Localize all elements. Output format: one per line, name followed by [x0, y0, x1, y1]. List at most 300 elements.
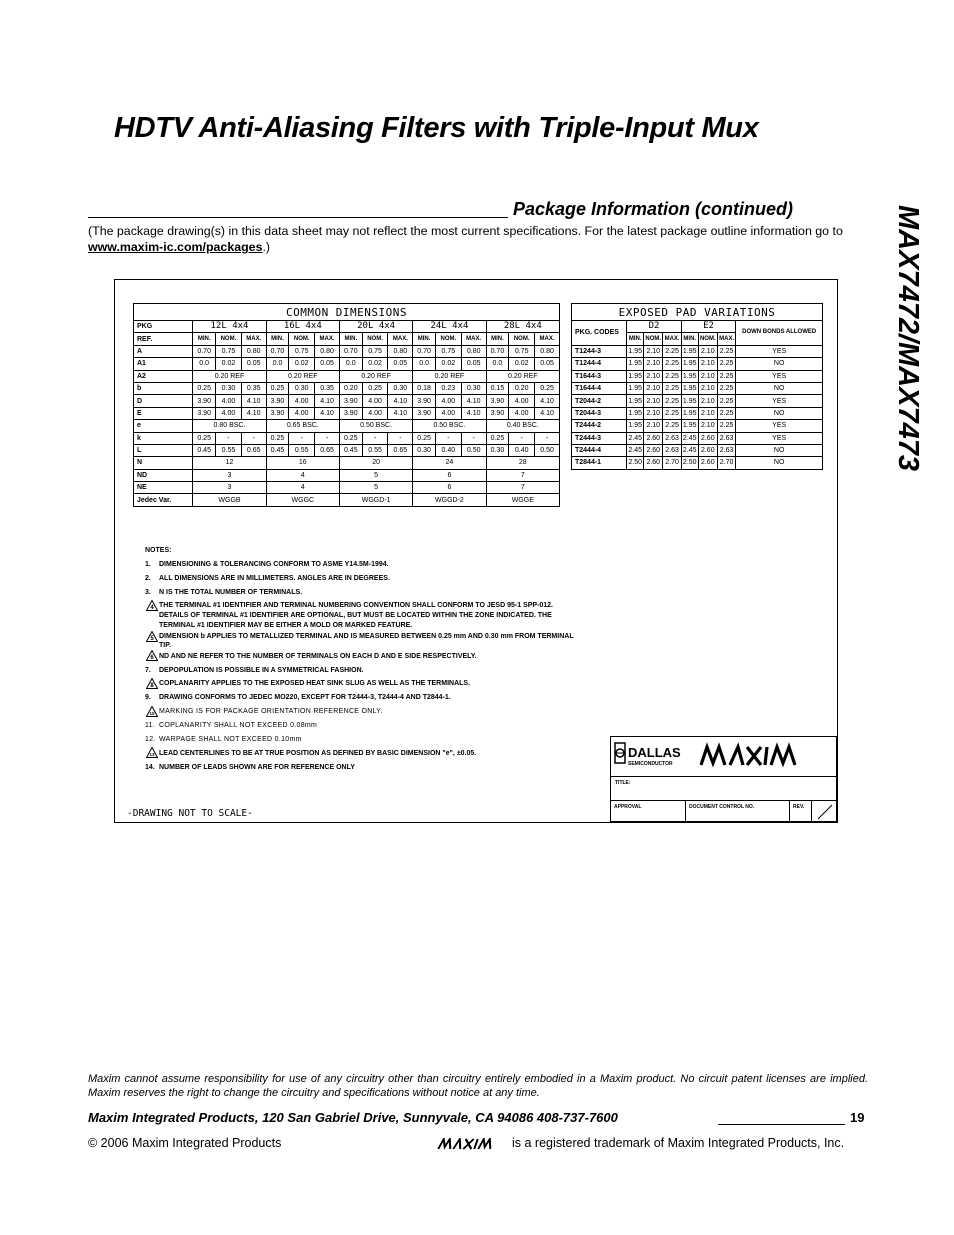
table-cell: 0.75	[509, 345, 535, 357]
table-cell: WGGB	[193, 494, 266, 506]
table-cell: 2.25	[717, 407, 735, 419]
table-cell: 2.60	[644, 432, 663, 444]
table-cell: 4.10	[315, 407, 340, 419]
table-cell: 4.00	[216, 395, 242, 407]
table-cell: 4.10	[388, 395, 413, 407]
intro-paragraph	[88, 223, 868, 255]
maxim-trademark-logo-icon	[437, 1138, 505, 1150]
table-cell: 0.80	[241, 345, 266, 357]
table-cell: 2.25	[717, 382, 735, 394]
table-cell: 1.95	[627, 358, 644, 370]
table-cell: 6	[413, 482, 486, 494]
note-text: ND AND NE REFER TO THE NUMBER OF TERMINALS ON EACH D AND E SIDE RESPECTIVELY.	[159, 652, 477, 660]
note-number: 4	[150, 605, 154, 612]
column-group-header: E2	[681, 321, 736, 333]
note-item	[145, 677, 579, 691]
table-cell: 2.25	[717, 395, 735, 407]
table-cell: 28	[486, 457, 559, 469]
row-header: A2	[134, 370, 193, 382]
table-cell: 24	[413, 457, 486, 469]
row-header: k	[134, 432, 193, 444]
section-rule	[88, 217, 508, 218]
packages-link[interactable]: www.maxim-ic.com/packages	[88, 240, 263, 254]
table-cell: 0.70	[193, 345, 216, 357]
table-cell: 0.55	[216, 444, 242, 456]
table-cell: 0.25	[266, 382, 289, 394]
table-row	[572, 407, 823, 419]
table-cell: 4.10	[461, 395, 486, 407]
table-cell: 0.30	[289, 382, 315, 394]
copyright: © 2006 Maxim Integrated Products	[88, 1136, 282, 1150]
table-cell: 0.80 BSC.	[193, 420, 266, 432]
table-cell: 0.20 REF	[193, 370, 266, 382]
table-cell: 2.70	[717, 457, 735, 469]
table-cell: 0.30	[461, 382, 486, 394]
table-cell: 2.25	[717, 420, 735, 432]
table-cell: 0.02	[435, 358, 461, 370]
table-cell: -	[289, 432, 315, 444]
table-cell: 0.20	[509, 382, 535, 394]
column-header: MAX.	[315, 333, 340, 345]
table-cell: 0.25	[413, 432, 436, 444]
table-cell: 0.05	[388, 358, 413, 370]
note-text: DEPOPULATION IS POSSIBLE IN A SYMMETRICAL FASHION.	[159, 666, 364, 674]
note-text: WARPAGE SHALL NOT EXCEED 0.10mm	[159, 736, 302, 744]
notes-block	[145, 544, 579, 775]
table-cell: NO	[736, 358, 823, 370]
notes-heading: NOTES:	[145, 547, 172, 554]
table-cell: 1.95	[681, 358, 698, 370]
dallas-logo-icon	[611, 737, 838, 777]
table-cell: 0.50	[535, 444, 560, 456]
table-cell: 4.00	[435, 407, 461, 419]
common-dimensions-table	[133, 303, 560, 507]
table-cell: WGGC	[266, 494, 339, 506]
table-cell: 0.75	[216, 345, 242, 357]
table-cell: YES	[736, 370, 823, 382]
note-item	[145, 761, 579, 775]
note-text: DIMENSIONING & TOLERANCING CONFORM TO ASME Y14.5M-1994.	[159, 560, 389, 568]
table-cell: 2.50	[627, 457, 644, 469]
column-header: NOM.	[216, 333, 242, 345]
table-cell: -	[535, 432, 560, 444]
note-text: COPLANARITY APPLIES TO THE EXPOSED HEAT SINK SLUG AS WELL AS THE TERMINALS.	[159, 680, 471, 688]
table-cell: 0.0	[193, 358, 216, 370]
table-cell: 2.10	[644, 420, 663, 432]
table-row	[134, 345, 560, 357]
table-cell: 0.23	[435, 382, 461, 394]
table-row	[134, 321, 560, 333]
row-header: b	[134, 382, 193, 394]
table-cell: 0.02	[362, 358, 388, 370]
intro-end: .)	[262, 240, 271, 254]
row-header: T2444-2	[572, 420, 627, 432]
footer-disclaimer: Maxim cannot assume responsibility for use of any circuitry other than circuitry entirely embodied in a Maxim product. No circuit patent licenses are implied. Maxim reserves the right to change the circuitry and specifications without notice at any time.	[88, 1073, 868, 1099]
table-cell: 2.60	[698, 444, 717, 456]
row-header: ND	[134, 469, 193, 481]
row-header: T1644-4	[572, 382, 627, 394]
table-row	[134, 407, 560, 419]
table-row	[572, 420, 823, 432]
title-block-logos	[611, 737, 838, 777]
table-cell: 2.60	[698, 457, 717, 469]
table-cell: 0.45	[339, 444, 362, 456]
table-cell: 3.90	[266, 407, 289, 419]
table-cell: 2.25	[663, 345, 681, 357]
row-header: T1244-3	[572, 345, 627, 357]
column-header: MAX.	[388, 333, 413, 345]
table-row	[572, 457, 823, 469]
table-cell: 0.75	[289, 345, 315, 357]
row-header: REF.	[134, 333, 193, 345]
row-header: NE	[134, 482, 193, 494]
table-cell: 0.75	[435, 345, 461, 357]
table-cell: 0.15	[486, 382, 509, 394]
row-header: T2844-1	[572, 457, 627, 469]
table-cell: 1.95	[681, 382, 698, 394]
table-cell: 6	[413, 469, 486, 481]
footer-rule	[718, 1124, 845, 1125]
table-cell: 0.02	[509, 358, 535, 370]
column-header: MAX.	[663, 333, 681, 345]
note-text: THE TERMINAL #1 IDENTIFIER AND TERMINAL NUMBERING CONVENTION SHALL CONFORM TO JESD 95-1 SPP-012. DETAILS OF TERMINAL #1 IDENTIFIER ARE OPTIONAL, BUT MUST BE LOCATED WITHIN THE ZONE INDICATED. THE TERMINAL #1 IDENTIFIER MAY BE EITHER A MOLD OR MARKED FEATURE.	[159, 601, 553, 629]
table-cell: 0.20 REF	[266, 370, 339, 382]
table-cell: 0.35	[315, 382, 340, 394]
table-cell: NO	[736, 457, 823, 469]
table-cell: 0.05	[315, 358, 340, 370]
table-cell: 2.10	[698, 407, 717, 419]
table-cell: 3	[193, 482, 266, 494]
table-row	[572, 304, 823, 321]
table-row	[134, 420, 560, 432]
table-cell: 0.02	[216, 358, 242, 370]
table-cell: 0.20 REF	[413, 370, 486, 382]
column-group-header: D2	[627, 321, 682, 333]
note-item	[145, 705, 579, 719]
column-header: MIN.	[266, 333, 289, 345]
side-part-number	[884, 205, 924, 525]
row-header: E	[134, 407, 193, 419]
rev-field: REV.	[790, 801, 812, 823]
table-cell: 2.10	[644, 358, 663, 370]
row-header: Jedec Var.	[134, 494, 193, 506]
column-header: NOM.	[698, 333, 717, 345]
table-cell: 0.40	[435, 444, 461, 456]
table-cell: 0.40	[509, 444, 535, 456]
page-number: 19	[850, 1110, 865, 1125]
row-header: L	[134, 444, 193, 456]
table-cell: 0.20 REF	[339, 370, 412, 382]
table-cell: YES	[736, 420, 823, 432]
table-row	[134, 382, 560, 394]
table-row	[572, 395, 823, 407]
rev-slash-icon	[812, 801, 838, 823]
column-header: DOWN BONDS ALLOWED	[736, 321, 823, 346]
table-cell: 2.25	[663, 382, 681, 394]
exposed-pad-table	[571, 303, 823, 470]
table-cell: 2.10	[698, 382, 717, 394]
note-item	[145, 664, 579, 678]
column-group-header: 12L 4x4	[193, 321, 266, 333]
table-cell: 4.00	[289, 407, 315, 419]
table-cell: NO	[736, 382, 823, 394]
table-cell: 0.02	[289, 358, 315, 370]
table-cell: 0.0	[266, 358, 289, 370]
row-header: T2044-2	[572, 395, 627, 407]
table-cell: 0.25	[193, 382, 216, 394]
table-cell: 0.20	[339, 382, 362, 394]
table-cell: 2.10	[698, 345, 717, 357]
note-number: 14.	[145, 763, 155, 771]
table-cell: -	[461, 432, 486, 444]
row-header: T2444-3	[572, 432, 627, 444]
table-cell: -	[241, 432, 266, 444]
table-cell: 1.95	[627, 382, 644, 394]
table-cell: -	[435, 432, 461, 444]
row-header: A1	[134, 358, 193, 370]
note-text: DRAWING CONFORMS TO JEDEC MO220, EXCEPT FOR T2444-3, T2444-4 AND T2844-1.	[159, 694, 451, 702]
table-cell: 2.10	[644, 382, 663, 394]
table-cell: 2.25	[717, 370, 735, 382]
note-text: NUMBER OF LEADS SHOWN ARE FOR REFERENCE ONLY	[159, 763, 355, 771]
row-header: T1244-4	[572, 358, 627, 370]
section-title: Package Information (continued)	[513, 199, 794, 219]
table-cell: 2.45	[627, 432, 644, 444]
table-cell: 0.55	[362, 444, 388, 456]
table-cell: -	[315, 432, 340, 444]
table-row	[134, 457, 560, 469]
row-header: N	[134, 457, 193, 469]
table-cell: 2.25	[663, 395, 681, 407]
approval-field: APPROVAL	[611, 801, 686, 823]
table-row	[572, 370, 823, 382]
table-cell: 3.90	[193, 407, 216, 419]
table-cell: 0.65	[388, 444, 413, 456]
table-row	[572, 432, 823, 444]
note-text: N IS THE TOTAL NUMBER OF TERMINALS.	[159, 588, 303, 596]
table-cell: 4.00	[435, 395, 461, 407]
title-block	[610, 736, 837, 822]
footer-address: Maxim Integrated Products, 120 San Gabriel Drive, Sunnyvale, CA 94086 408-737-7600	[88, 1110, 618, 1125]
table-cell: 1.95	[681, 407, 698, 419]
column-header: NOM.	[435, 333, 461, 345]
table-cell: 3.90	[413, 395, 436, 407]
column-group-header: 16L 4x4	[266, 321, 339, 333]
table-row	[134, 333, 560, 345]
note-number: 1.	[145, 560, 151, 568]
table-cell: 0.30	[216, 382, 242, 394]
table-cell: YES	[736, 395, 823, 407]
note-number: 3.	[145, 588, 151, 596]
table-cell: 0.30	[486, 444, 509, 456]
table-cell: 3.90	[413, 407, 436, 419]
table-cell: 2.10	[698, 358, 717, 370]
table-cell: 0.45	[266, 444, 289, 456]
table-cell: 4	[266, 482, 339, 494]
table-cell: 2.45	[681, 432, 698, 444]
table-cell: YES	[736, 432, 823, 444]
side-part-number-text: MAX7472/MAX7473	[892, 205, 924, 471]
column-header: NOM.	[644, 333, 663, 345]
table-cell: 0.50	[461, 444, 486, 456]
table-row	[134, 482, 560, 494]
table-cell: 0.0	[413, 358, 436, 370]
row-header: T2444-4	[572, 444, 627, 456]
package-drawing	[114, 279, 838, 823]
note-number: 12.	[145, 736, 156, 744]
note-number: 8	[150, 682, 154, 689]
table-cell: 0.70	[339, 345, 362, 357]
table-cell: 5	[339, 469, 412, 481]
column-group-header: 28L 4x4	[486, 321, 559, 333]
table-cell: NO	[736, 444, 823, 456]
note-text: DIMENSION b APPLIES TO METALLIZED TERMINAL AND IS MEASURED BETWEEN 0.25 mm AND 0.30 mm FROM TERMINAL TIP.	[159, 632, 574, 649]
table-caption: COMMON DIMENSIONS	[134, 304, 560, 321]
note-item	[145, 733, 579, 747]
table-cell: WGGE	[486, 494, 559, 506]
table-cell: 4	[266, 469, 339, 481]
table-cell: 2.10	[644, 345, 663, 357]
table-cell: 0.25	[266, 432, 289, 444]
row-header: PKG	[134, 321, 193, 333]
row-header: A	[134, 345, 193, 357]
table-caption: EXPOSED PAD VARIATIONS	[572, 304, 823, 321]
table-cell: 1.95	[627, 395, 644, 407]
column-header: MIN.	[627, 333, 644, 345]
note-item	[145, 650, 579, 664]
table-cell: 7	[486, 469, 559, 481]
page-title: HDTV Anti-Aliasing Filters with Triple-Input Mux	[114, 112, 759, 144]
table-cell: 12	[193, 457, 266, 469]
note-item	[145, 691, 579, 705]
table-cell: YES	[736, 345, 823, 357]
table-cell: 2.10	[698, 420, 717, 432]
table-cell: 4.00	[289, 395, 315, 407]
table-cell: 1.95	[627, 407, 644, 419]
flag-triangle-icon	[145, 650, 159, 662]
flag-triangle-icon	[145, 600, 159, 612]
note-number: 6	[150, 655, 154, 662]
table-row	[134, 469, 560, 481]
column-header: MIN.	[193, 333, 216, 345]
table-cell: 0.50 BSC.	[413, 420, 486, 432]
flag-triangle-icon	[145, 747, 159, 759]
table-cell: 3.90	[266, 395, 289, 407]
column-header: MIN.	[413, 333, 436, 345]
table-cell: 2.63	[663, 444, 681, 456]
table-cell: 2.63	[717, 432, 735, 444]
table-cell: 16	[266, 457, 339, 469]
table-cell: 0.80	[315, 345, 340, 357]
note-text: MARKING IS FOR PACKAGE ORIENTATION REFERENCE ONLY.	[159, 708, 383, 716]
note-number: 10	[149, 710, 155, 716]
note-item	[145, 631, 579, 650]
column-header: MAX.	[461, 333, 486, 345]
flag-triangle-icon	[145, 705, 159, 717]
table-cell: 2.63	[717, 444, 735, 456]
note-number: 7.	[145, 666, 151, 674]
table-cell: 1.95	[627, 370, 644, 382]
table-row	[572, 444, 823, 456]
table-cell: 0.05	[461, 358, 486, 370]
table-row	[134, 432, 560, 444]
table-cell: 0.25	[193, 432, 216, 444]
note-item	[145, 558, 579, 572]
note-text: LEAD CENTERLINES TO BE AT TRUE POSITION AS DEFINED BY BASIC DIMENSION "e", ±0.05.	[159, 749, 477, 757]
table-cell: 2.25	[717, 345, 735, 357]
table-cell: 0.70	[413, 345, 436, 357]
table-cell: 4.10	[241, 407, 266, 419]
table-cell: 0.45	[193, 444, 216, 456]
table-cell: 2.10	[644, 370, 663, 382]
table-cell: 7	[486, 482, 559, 494]
document-control-field: DOCUMENT CONTROL NO.	[686, 801, 790, 823]
table-cell: 4.10	[241, 395, 266, 407]
table-row	[572, 345, 823, 357]
table-cell: 0.0	[486, 358, 509, 370]
table-cell: 4.10	[535, 395, 560, 407]
table-cell: 4.10	[461, 407, 486, 419]
table-cell: 0.40 BSC.	[486, 420, 559, 432]
column-header: MAX.	[717, 333, 735, 345]
table-cell: 0.18	[413, 382, 436, 394]
note-number: 2.	[145, 574, 151, 582]
table-cell: 0.50 BSC.	[339, 420, 412, 432]
note-number: 13	[149, 752, 155, 758]
table-cell: 5	[339, 482, 412, 494]
table-row	[134, 370, 560, 382]
drawing-not-to-scale: -DRAWING NOT TO SCALE-	[127, 808, 253, 819]
table-cell: 0.30	[388, 382, 413, 394]
table-cell: 0.25	[362, 382, 388, 394]
table-cell: 2.60	[644, 444, 663, 456]
table-row	[134, 494, 560, 506]
table-cell: 2.25	[663, 370, 681, 382]
table-cell: 1.95	[627, 420, 644, 432]
table-cell: -	[216, 432, 242, 444]
intro-text: (The package drawing(s) in this data sheet may not reflect the most current specifications. For the latest package outline information go to	[88, 224, 843, 238]
table-cell: 2.63	[663, 432, 681, 444]
table-cell: 0.70	[266, 345, 289, 357]
note-item	[145, 600, 579, 631]
note-number: 5	[150, 636, 154, 643]
table-cell: 0.55	[289, 444, 315, 456]
table-row	[572, 321, 823, 333]
table-cell: 0.75	[362, 345, 388, 357]
table-cell: 2.60	[698, 432, 717, 444]
table-cell: 0.65	[241, 444, 266, 456]
row-header: e	[134, 420, 193, 432]
note-item	[145, 747, 579, 761]
column-header: NOM.	[289, 333, 315, 345]
table-cell: 0.80	[388, 345, 413, 357]
table-cell: 2.10	[644, 395, 663, 407]
table-cell: 3.90	[339, 407, 362, 419]
table-cell: 0.05	[535, 358, 560, 370]
table-cell: 2.25	[663, 358, 681, 370]
title-block-row	[611, 801, 838, 823]
table-cell: 1.95	[681, 395, 698, 407]
table-cell: 2.25	[663, 420, 681, 432]
column-header: MIN.	[339, 333, 362, 345]
note-item	[145, 586, 579, 600]
flag-triangle-icon	[145, 631, 159, 643]
note-number: 11.	[145, 722, 156, 730]
column-group-header: 24L 4x4	[413, 321, 486, 333]
table-cell: 2.60	[644, 457, 663, 469]
note-item	[145, 719, 579, 733]
table-row	[134, 358, 560, 370]
